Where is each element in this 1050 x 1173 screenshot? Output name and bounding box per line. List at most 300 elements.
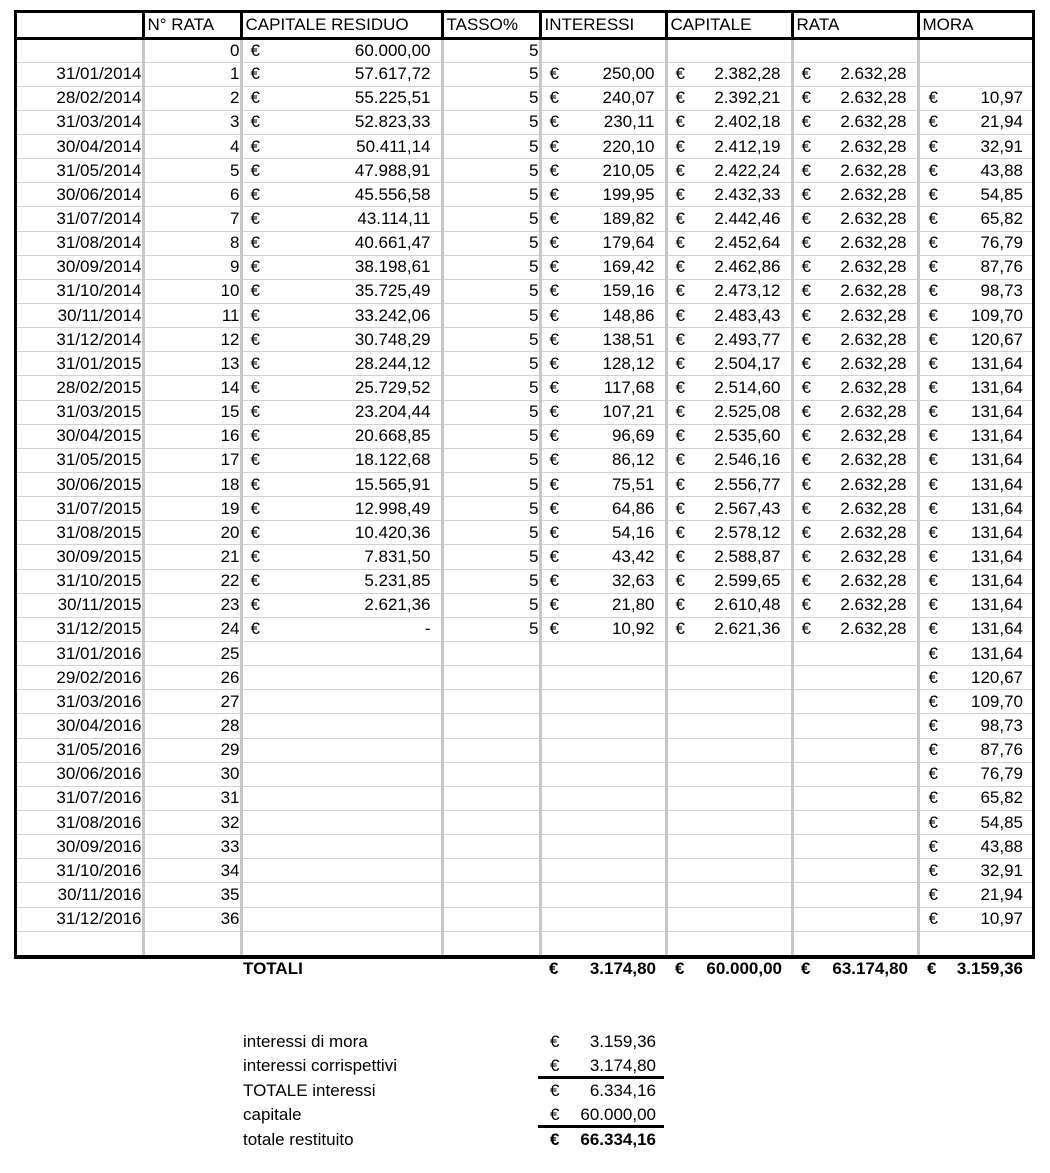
cell-mora-value: 131,64 (971, 474, 1023, 494)
cell-n-rata: 0 (143, 38, 241, 62)
currency-symbol: € (675, 88, 685, 108)
cell-mora-value: 120,67 (971, 329, 1023, 349)
cell-residuo-value: 57.617,72 (354, 64, 431, 84)
cell-residuo (241, 424, 442, 448)
cell-interessi-wrap (542, 547, 665, 567)
cell-mora-value: 131,64 (971, 571, 1023, 591)
cell-interessi (540, 569, 666, 593)
currency-symbol: € (250, 88, 260, 108)
cell-rata-value: 2.632,28 (840, 522, 907, 542)
cell-n-rata: 25 (143, 642, 241, 666)
cell-tasso: 5 (442, 135, 540, 159)
cell-rata-wrap (794, 571, 917, 591)
cell-interessi (540, 400, 666, 424)
cell-rata (792, 135, 918, 159)
cell-capitale-wrap (668, 257, 791, 277)
cell-mora (918, 593, 1032, 617)
cell-capitale-wrap (668, 523, 791, 543)
currency-symbol: € (928, 378, 938, 398)
cell-rata-value: 2.632,28 (840, 281, 907, 301)
cell-mora-wrap (920, 837, 1033, 857)
cell-capitale (666, 545, 792, 569)
cell-residuo-wrap (243, 547, 441, 567)
cell-interessi (540, 907, 666, 931)
cell-residuo-value: 47.988,91 (354, 160, 431, 180)
cell-residuo-value: 50.411,14 (356, 136, 431, 156)
summary-value (538, 1105, 664, 1128)
cell-mora (918, 448, 1032, 472)
currency-symbol: € (550, 1032, 560, 1051)
cell-tasso: 5 (442, 352, 540, 376)
cell-date: 30/06/2014 (17, 183, 143, 207)
cell-n-rata: 24 (143, 617, 241, 641)
table-row (17, 207, 1032, 231)
cell-mora-value: 76,79 (980, 764, 1023, 784)
cell-tasso: 5 (442, 545, 540, 569)
cell-rata-wrap (794, 402, 917, 422)
cell-interessi-wrap (542, 209, 665, 229)
cell-mora (918, 883, 1032, 907)
currency-symbol: € (549, 136, 559, 156)
currency-symbol: € (801, 378, 811, 398)
currency-symbol: € (675, 402, 685, 422)
cell-residuo (241, 159, 442, 183)
cell-rata-wrap (794, 185, 917, 205)
currency-symbol: € (550, 1129, 560, 1149)
cell-mora-wrap (920, 523, 1033, 543)
cell-interessi (540, 448, 666, 472)
currency-symbol: € (675, 329, 685, 349)
cell-n-rata: 9 (143, 255, 241, 279)
currency-symbol: € (928, 643, 938, 663)
summary-value (538, 1130, 664, 1150)
cell-capitale-wrap (668, 185, 791, 205)
cell-residuo-wrap (243, 450, 441, 470)
cell-capitale (666, 304, 792, 328)
cell-residuo-value: 40.661,47 (354, 233, 431, 253)
cell-date: 31/05/2016 (17, 738, 143, 762)
currency-symbol: € (549, 547, 559, 567)
table-row (17, 255, 1032, 279)
cell-rata (792, 642, 918, 666)
cell-mora-wrap (920, 402, 1033, 422)
cell-mora (918, 569, 1032, 593)
cell-interessi (540, 497, 666, 521)
cell-mora-value: 65,82 (980, 788, 1023, 808)
currency-symbol: € (549, 88, 559, 108)
cell-mora (918, 835, 1032, 859)
table-row (17, 545, 1032, 569)
cell-capitale (666, 497, 792, 521)
cell-capitale (666, 593, 792, 617)
cell-date: 30/11/2014 (17, 304, 143, 328)
cell-tasso: 5 (442, 593, 540, 617)
cell-rata-wrap (794, 378, 917, 398)
currency-symbol: € (675, 64, 685, 84)
cell-interessi (540, 738, 666, 762)
cell-residuo-value: 7.831,50 (364, 547, 431, 567)
cell-rata (792, 617, 918, 641)
cell-n-rata: 17 (143, 448, 241, 472)
cell-residuo (241, 62, 442, 86)
table-row (17, 376, 1032, 400)
cell-residuo (241, 521, 442, 545)
cell-interessi (540, 352, 666, 376)
table-row (17, 38, 1032, 62)
cell-tasso (442, 690, 540, 714)
cell-residuo-value: 23.204,44 (354, 402, 431, 422)
cell-interessi-wrap (542, 281, 665, 301)
cell-date: 30/11/2015 (17, 593, 143, 617)
cell-residuo (241, 473, 442, 497)
cell-interessi-value: 75,51 (611, 474, 655, 494)
cell-mora (918, 207, 1032, 231)
cell-residuo-value: 5.231,85 (364, 571, 431, 591)
cell-capitale-wrap (668, 209, 791, 229)
cell-n-rata: 22 (143, 569, 241, 593)
header-interessi: INTERESSI (540, 13, 666, 38)
currency-symbol: € (549, 450, 559, 470)
cell-interessi-value: 10,92 (611, 619, 655, 639)
summary-value (538, 1081, 664, 1101)
cell-tasso (442, 786, 540, 810)
cell-rata (792, 86, 918, 110)
cell-capitale (666, 38, 792, 62)
cell-capitale-wrap (668, 330, 791, 350)
cell-residuo-value: 12.998,49 (354, 498, 431, 518)
currency-symbol: € (250, 209, 260, 229)
cell-interessi-value: 54,16 (611, 522, 655, 542)
cell-tasso (442, 907, 540, 931)
cell-rata (792, 521, 918, 545)
cell-mora (918, 617, 1032, 641)
cell-date: 31/03/2016 (17, 690, 143, 714)
cell-residuo-wrap (243, 523, 441, 543)
cell-rata (792, 859, 918, 883)
cell-date: 31/05/2015 (17, 448, 143, 472)
cell-capitale (666, 376, 792, 400)
currency-symbol: € (675, 353, 685, 373)
cell-rata-value: 2.632,28 (840, 329, 907, 349)
cell-mora (918, 400, 1032, 424)
currency-symbol: € (549, 329, 559, 349)
currency-symbol: € (801, 498, 811, 518)
currency-symbol: € (675, 571, 685, 591)
summary-amount: 66.334,16 (580, 1129, 656, 1149)
cell-residuo (241, 569, 442, 593)
currency-symbol: € (675, 474, 685, 494)
cell-n-rata: 29 (143, 738, 241, 762)
table-row (17, 424, 1032, 448)
cell-residuo-wrap (243, 354, 441, 374)
currency-symbol: € (675, 959, 685, 978)
cell-residuo-wrap (243, 41, 441, 61)
cell-capitale-wrap (668, 499, 791, 519)
cell-date: 30/06/2015 (17, 473, 143, 497)
cell-interessi-value: 107,21 (602, 402, 655, 422)
cell-capitale (666, 762, 792, 786)
currency-symbol: € (549, 619, 559, 639)
currency-symbol: € (549, 402, 559, 422)
cell-capitale-wrap (668, 595, 791, 615)
cell-mora-value: 54,85 (980, 812, 1023, 832)
cell-tasso: 5 (442, 497, 540, 521)
cell-mora (918, 304, 1032, 328)
cell-rata (792, 883, 918, 907)
cell-n-rata: 30 (143, 762, 241, 786)
cell-mora-value: 21,94 (980, 112, 1023, 132)
cell-mora-value: 98,73 (980, 281, 1023, 301)
cell-capitale (666, 231, 792, 255)
table-row (17, 231, 1032, 255)
currency-symbol: € (250, 450, 260, 470)
cell-residuo (241, 38, 442, 62)
cell-residuo (241, 207, 442, 231)
cell-interessi (540, 545, 666, 569)
currency-symbol: € (928, 691, 938, 711)
cell-interessi (540, 376, 666, 400)
currency-symbol: € (928, 547, 938, 567)
cell-rata-value: 2.632,28 (840, 112, 907, 132)
table-row (17, 835, 1032, 859)
cell-mora (918, 183, 1032, 207)
summary-label: interessi di mora (243, 1032, 368, 1051)
currency-symbol: € (250, 160, 260, 180)
cell-capitale-value: 2.382,28 (714, 64, 781, 84)
header-date (17, 13, 143, 38)
summary-row-totale-restituito (242, 1128, 672, 1152)
cell-residuo (241, 448, 442, 472)
currency-symbol: € (250, 305, 260, 325)
cell-mora-value: 10,97 (980, 88, 1023, 108)
cell-mora-wrap (920, 740, 1033, 760)
table-row (17, 279, 1032, 303)
cell-mora-value: 131,64 (971, 378, 1023, 398)
cell-tasso: 5 (442, 617, 540, 641)
currency-symbol: € (549, 959, 559, 978)
cell-interessi-wrap (542, 88, 665, 108)
cell-residuo (241, 400, 442, 424)
currency-symbol: € (675, 522, 685, 542)
cell-capitale-wrap (668, 426, 791, 446)
cell-interessi-wrap (542, 64, 665, 84)
cell-mora (918, 135, 1032, 159)
currency-symbol: € (928, 112, 938, 132)
cell-date (17, 38, 143, 62)
cell-rata-wrap (794, 595, 917, 615)
cell-interessi (540, 762, 666, 786)
currency-symbol: € (928, 474, 938, 494)
cell-mora-wrap (920, 861, 1033, 881)
cell-n-rata: 7 (143, 207, 241, 231)
cell-interessi-value: 32,63 (611, 571, 655, 591)
cell-mora (918, 521, 1032, 545)
cell-residuo-wrap (243, 499, 441, 519)
cell-mora (918, 690, 1032, 714)
cell-interessi-wrap (542, 475, 665, 495)
currency-symbol: € (250, 64, 260, 84)
cell-date: 31/08/2014 (17, 231, 143, 255)
cell-n-rata: 33 (143, 835, 241, 859)
cell-capitale-wrap (668, 64, 791, 84)
cell-rata-value: 2.632,28 (840, 450, 907, 470)
cell-capitale-value: 2.525,08 (714, 402, 781, 422)
cell-capitale-value: 2.599,65 (714, 571, 781, 591)
cell-n-rata: 13 (143, 352, 241, 376)
cell-rata (792, 159, 918, 183)
cell-n-rata: 11 (143, 304, 241, 328)
cell-residuo (241, 714, 442, 738)
cell-residuo (241, 859, 442, 883)
cell-rata (792, 400, 918, 424)
cell-interessi (540, 62, 666, 86)
cell-residuo-wrap (243, 571, 441, 591)
summary-row-totale-interessi (242, 1079, 672, 1103)
cell-residuo (241, 883, 442, 907)
cell-n-rata: 35 (143, 883, 241, 907)
currency-symbol: € (675, 378, 685, 398)
cell-capitale-value: 2.588,87 (714, 547, 781, 567)
cell-capitale-value: 2.412,19 (714, 136, 781, 156)
cell-interessi-wrap (542, 619, 665, 639)
summary-label: interessi corrispettivi (243, 1056, 397, 1076)
currency-symbol: € (549, 64, 559, 84)
cell-tasso (442, 835, 540, 859)
cell-residuo (241, 811, 442, 835)
cell-mora-wrap (920, 257, 1033, 277)
currency-symbol: € (250, 329, 260, 349)
totals-interessi-value: 3.174,80 (589, 959, 656, 978)
cell-interessi-wrap (542, 306, 665, 326)
cell-capitale (666, 448, 792, 472)
cell-rata (792, 762, 918, 786)
totals-row (0, 957, 1050, 983)
cell-capitale (666, 907, 792, 931)
cell-capitale-wrap (668, 619, 791, 639)
table-row (17, 666, 1032, 690)
cell-mora (918, 376, 1032, 400)
currency-symbol: € (675, 257, 685, 277)
cell-mora (918, 762, 1032, 786)
cell-capitale-value: 2.621,36 (714, 619, 781, 639)
cell-interessi-value: 64,86 (611, 498, 655, 518)
currency-symbol: € (549, 426, 559, 446)
cell-rata-value: 2.632,28 (840, 184, 907, 204)
cell-capitale-value: 2.432,33 (714, 184, 781, 204)
cell-date: 31/03/2014 (17, 110, 143, 134)
cell-mora (918, 231, 1032, 255)
cell-mora-wrap (920, 813, 1033, 833)
cell-residuo (241, 762, 442, 786)
table-row (17, 448, 1032, 472)
cell-interessi-wrap (542, 257, 665, 277)
cell-interessi (540, 786, 666, 810)
currency-symbol: € (801, 305, 811, 325)
currency-symbol: € (250, 112, 260, 132)
cell-rata (792, 690, 918, 714)
cell-residuo-value: 52.823,33 (354, 112, 431, 132)
cell-residuo (241, 593, 442, 617)
cell-date: 31/05/2014 (17, 159, 143, 183)
cell-n-rata: 15 (143, 400, 241, 424)
cell-rata (792, 38, 918, 62)
cell-capitale-wrap (668, 161, 791, 181)
cell-rata-wrap (794, 619, 917, 639)
summary-label: capitale (243, 1105, 302, 1125)
cell-residuo (241, 110, 442, 134)
cell-interessi (540, 593, 666, 617)
cell-capitale (666, 690, 792, 714)
cell-rata (792, 714, 918, 738)
table-row (17, 62, 1032, 86)
totals-capitale-value: 60.000,00 (706, 959, 782, 978)
cell-date: 31/12/2014 (17, 328, 143, 352)
cell-date: 30/11/2016 (17, 883, 143, 907)
cell-mora-value: 32,91 (980, 860, 1023, 880)
cell-interessi-value: 96,69 (611, 426, 655, 446)
cell-mora-wrap (920, 185, 1033, 205)
cell-capitale-value: 2.610,48 (714, 595, 781, 615)
cell-residuo (241, 255, 442, 279)
cell-tasso: 5 (442, 183, 540, 207)
cell-date: 29/02/2016 (17, 666, 143, 690)
cell-mora-value: 131,64 (971, 547, 1023, 567)
cell-date: 31/10/2014 (17, 279, 143, 303)
currency-symbol: € (549, 305, 559, 325)
currency-symbol: € (675, 136, 685, 156)
cell-tasso (442, 642, 540, 666)
cell-interessi-value: 220,10 (602, 136, 655, 156)
cell-tasso: 5 (442, 328, 540, 352)
cell-tasso: 5 (442, 255, 540, 279)
cell-rata (792, 304, 918, 328)
currency-symbol: € (250, 353, 260, 373)
cell-capitale (666, 642, 792, 666)
cell-mora-wrap (920, 281, 1033, 301)
cell-n-rata: 3 (143, 110, 241, 134)
currency-symbol: € (801, 474, 811, 494)
cell-interessi (540, 690, 666, 714)
cell-residuo-value: 25.729,52 (354, 378, 431, 398)
cell-interessi-wrap (542, 233, 665, 253)
cell-capitale (666, 62, 792, 86)
cell-rata-wrap (794, 330, 917, 350)
currency-symbol: € (250, 184, 260, 204)
summary-row-corrispettivi (242, 1054, 672, 1078)
summary-row-capitale (242, 1103, 672, 1127)
cell-tasso: 5 (442, 376, 540, 400)
cell-interessi-wrap (542, 523, 665, 543)
cell-interessi-value: 250,00 (602, 64, 655, 84)
cell-date: 28/02/2014 (17, 86, 143, 110)
cell-mora-value: 109,70 (971, 305, 1023, 325)
currency-symbol: € (250, 474, 260, 494)
cell-residuo (241, 835, 442, 859)
currency-symbol: € (928, 257, 938, 277)
cell-tasso (442, 859, 540, 883)
cell-mora-wrap (920, 306, 1033, 326)
cell-residuo-value: 20.668,85 (354, 426, 431, 446)
currency-symbol: € (928, 764, 938, 784)
cell-date: 31/01/2016 (17, 642, 143, 666)
cell-date: 30/04/2015 (17, 424, 143, 448)
cell-capitale-value: 2.402,18 (714, 112, 781, 132)
cell-capitale (666, 473, 792, 497)
currency-symbol: € (250, 547, 260, 567)
cell-capitale-wrap (668, 137, 791, 157)
cell-capitale (666, 183, 792, 207)
currency-symbol: € (928, 305, 938, 325)
